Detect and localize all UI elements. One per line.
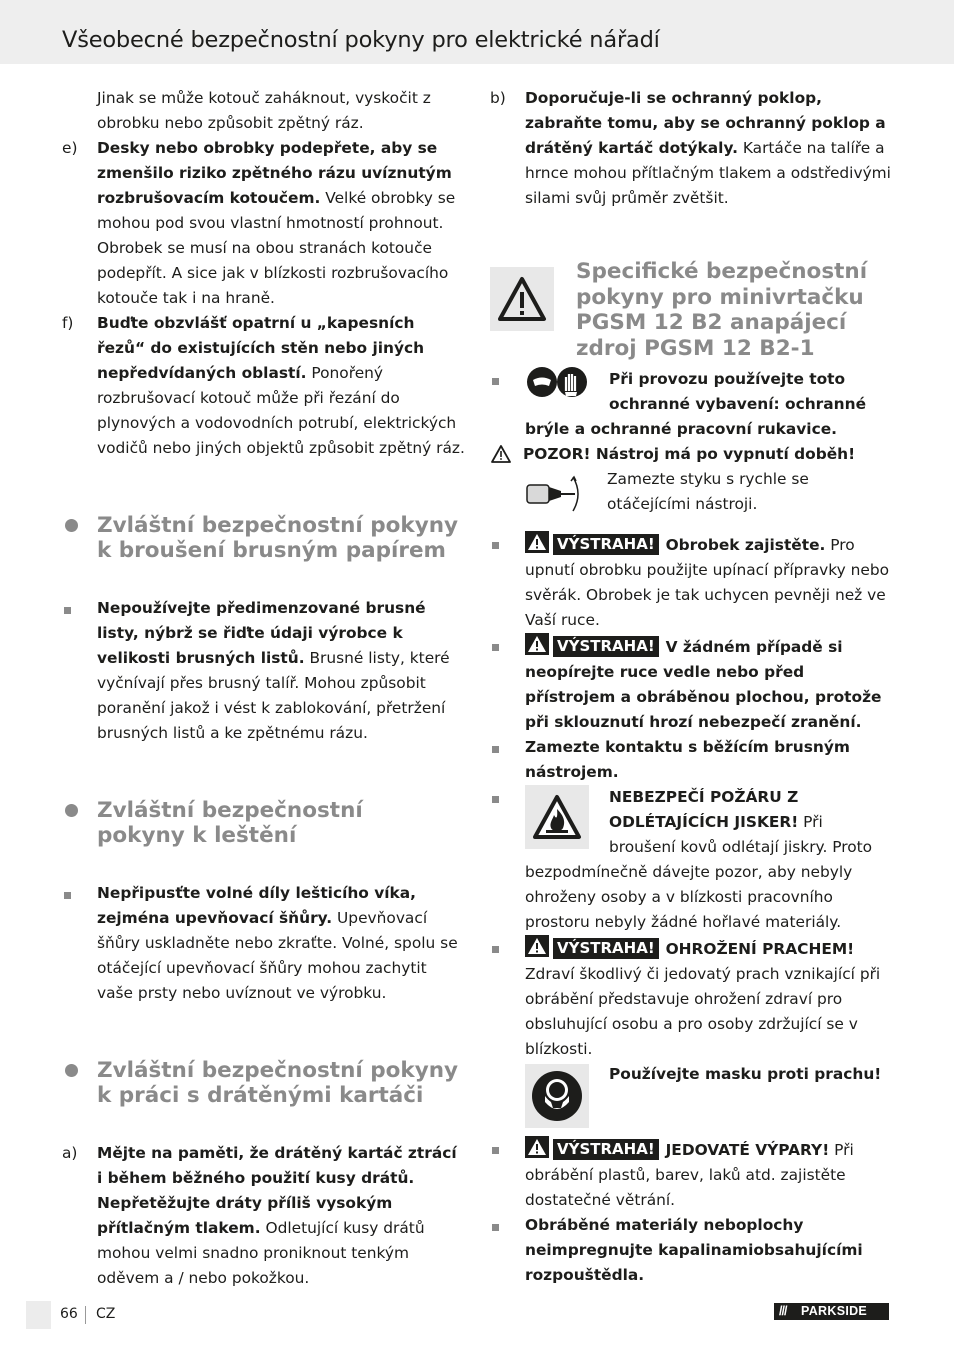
- list-item-a: a) Mějte na paměti, že drátěný kartáč ztrácí i během běžného použití kusy drátů. Nepřetěžujte dráty příliš vysokým přítlačným tlakem. Odletující kusy drátů mohou velmi snadno proniknout tenkým oděvem a / nebo pokožkou.: [62, 1144, 457, 1287]
- right-column: [490, 86, 894, 1288]
- language-code: CZ: [96, 1306, 116, 1322]
- warning-label: VÝSTRAHA!: [553, 1139, 659, 1160]
- bullet-dot-icon: [65, 1064, 78, 1077]
- intro-paragraph: Jinak se může kotouč zaháknout, vyskočit z obrobku nebo způsobit zpětný ráz.: [97, 89, 431, 132]
- list-item-avoid-contact: Zamezte kontaktu s běžícím brusným nástrojem.: [490, 735, 894, 785]
- left-column: [62, 86, 467, 1291]
- footer-divider: [85, 1306, 86, 1324]
- list-item-protective-gear: Při provozu používejte toto ochranné vybavení: ochranné brýle a ochranné pracovní rukavice.: [490, 367, 894, 442]
- dust-mask-icon: [525, 1064, 589, 1128]
- square-bullet-icon: [492, 746, 499, 753]
- footer-page-box: [26, 1301, 51, 1329]
- dust-mask-block: Používejte masku proti prachu!: [490, 1062, 894, 1130]
- warning-label: VÝSTRAHA!: [553, 534, 659, 555]
- warning-triangle-icon: [490, 267, 554, 331]
- list-item-dust-hazard: VÝSTRAHA! OHROŽENÍ PRACHEM! Zdraví škodlivý či jedovatý prach vznikající při obrábění představuje ohrožení zdraví pro obsluhující osobu a pro osoby zdržující se v blízkosti.: [490, 935, 894, 1062]
- square-bullet-icon: [492, 378, 499, 385]
- warning-triangle-icon: [525, 1136, 549, 1158]
- list-item-e: [62, 136, 467, 311]
- list-item-f: [62, 311, 467, 461]
- item-bold: Desky nebo obrobky podepřete, aby se zmenšilo riziko zpětného rázu uvíznutým rozbrušovacím kotoučem.: [97, 139, 452, 207]
- rotating-tool-icon: [523, 469, 587, 519]
- specific-section-header: [490, 259, 894, 367]
- list-item-sanding: Nepoužívejte předimenzované brusné listy, nýbrž se řiďte údaji výrobce k velikosti brusných listů. Brusné listy, které vyčnívají přes brusný talíř. Mohou způsobit poranění jakož i vést k zablokování, přetržení brusných listů a ke zpětnému rázu.: [62, 596, 467, 746]
- square-bullet-icon: [492, 1147, 499, 1154]
- brand-mark: ///: [779, 1304, 787, 1318]
- square-bullet-icon: [64, 607, 71, 614]
- warning-triangle-icon: [525, 531, 549, 553]
- list-item-hands: VÝSTRAHA! V žádném případě si neopírejte ruce vedle nebo před přístrojem a obráběnou plochou, protože při sklouznutí hrozí nebezpečí zranění.: [490, 633, 894, 735]
- caution-block: [490, 442, 894, 521]
- section-heading-wire-brush: Zvláštní bezpečnostní pokyny k práci s drátěnými kartáči: [62, 1058, 467, 1108]
- item-text: Ponořený rozbrušovací kotouč může při řezání do plynových a vodovodních potrubí, elektrických vodičů nebo jiných objektů způsobit zpětný ráz.: [97, 364, 465, 457]
- caution-triangle-icon: [490, 444, 512, 472]
- square-bullet-icon: [492, 946, 499, 953]
- list-item-solvents: Obráběné materiály neboplochy neimpregnujte kapalinamiobsahujícími rozpouštědla.: [490, 1213, 894, 1288]
- list-item-fire-hazard: NEBEZPEČÍ POŽÁRU Z ODLÉTAJÍCÍCH JISKER! Při broušení kovů odlétají jiskry. Proto bezpodmínečně dávejte pozor, aby nebyly ohroženy osoby a v blízkosti pracovního prostoru nebyly žádné hořlavé materiály.: [490, 785, 894, 935]
- square-bullet-icon: [492, 796, 499, 803]
- item-label: f): [62, 314, 74, 332]
- fire-hazard-icon: [525, 785, 589, 849]
- warning-label: VÝSTRAHA!: [553, 636, 659, 657]
- bullet-dot-icon: [65, 519, 78, 532]
- square-bullet-icon: [492, 542, 499, 549]
- section-heading-sanding: Zvláštní bezpečnostní pokyny k broušení brusným papírem: [62, 513, 467, 563]
- square-bullet-icon: [64, 892, 71, 899]
- list-item-polishing: Nepřipusťte volné díly lešticího víka, zejména upevňovací šňůry. Upevňovací šňůry uskladněte nebo zkraťte. Volné, spolu se otáčející upevňovací šňůry mohou zachytit vaše prsty nebo uvíznout ve výrobku.: [62, 881, 467, 1006]
- item-bold: Buďte obzvlášť opatrní u „kapesních řezů“ do existujících stěn nebo jiných nepředvídaných oblastí.: [97, 314, 425, 382]
- square-bullet-icon: [492, 1224, 499, 1231]
- warning-label: VÝSTRAHA!: [553, 938, 659, 959]
- page-number: 66: [60, 1306, 78, 1322]
- brand-logo: [774, 1303, 889, 1320]
- caution-title: POZOR! Nástroj má po vypnutí doběh!: [523, 445, 856, 463]
- warning-triangle-icon: [525, 633, 549, 655]
- page-title: Všeobecné bezpečnostní pokyny pro elektrické nářadí: [62, 27, 660, 53]
- list-item-secure-workpiece: VÝSTRAHA! Obrobek zajistěte. Pro upnutí obrobku použijte upínací přípravky nebo svěrák. Obrobek je tak uchycen pevněji než ve Vaší ruce.: [490, 531, 894, 633]
- item-text: Velké obrobky se mohou pod svou vlastní hmotností prohnout. Obrobek se musí na obou stranách kotouče podepřít. A sice jak v blízkosti rozbrušovacího kotouče tak i na hraně.: [97, 189, 456, 307]
- specific-heading: Specifické bezpečnostní pokyny pro minivrtačku PGSM 12 B2 anapájecí zdroj PGSM 12 B2-1: [576, 259, 868, 361]
- warning-triangle-icon: [525, 935, 549, 957]
- brand-name: PARKSIDE: [801, 1304, 868, 1318]
- goggles-gloves-icon: [525, 363, 589, 401]
- page-header: [0, 0, 954, 64]
- list-item-b: b) Doporučuje-li se ochranný poklop, zabraňte tomu, aby se ochranný poklop a drátěný kartáč dotýkaly. Kartáče na talíře a hrnce mohou přítlačným tlakem a odstředivými silami svůj průměr zvětšit.: [490, 89, 891, 207]
- section-heading-polishing: Zvláštní bezpečnostní pokyny k leštění: [62, 798, 397, 848]
- item-label: e): [62, 139, 78, 157]
- list-item-toxic-fumes: VÝSTRAHA! JEDOVATÉ VÝPARY! Při obrábění plastů, barev, laků atd. zajistěte dostatečné větrání.: [490, 1136, 894, 1213]
- bullet-dot-icon: [65, 804, 78, 817]
- square-bullet-icon: [492, 644, 499, 651]
- caution-text: Zamezte styku s rychle se otáčejícími nástroji.: [607, 470, 809, 513]
